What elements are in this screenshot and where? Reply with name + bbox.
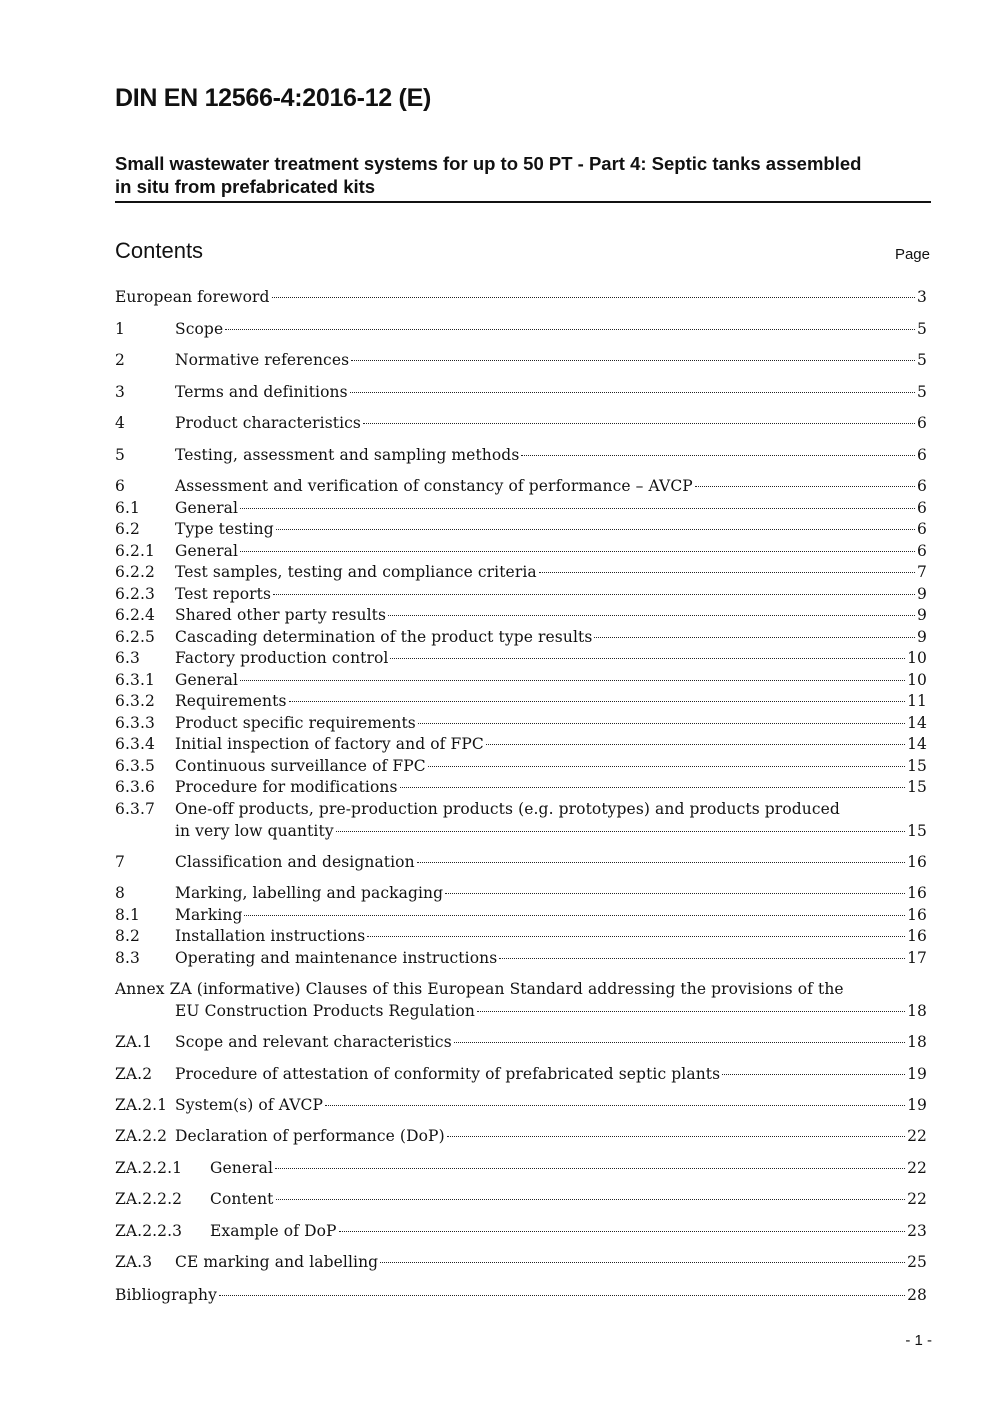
toc-entry-number: 6.2.1 [115,542,155,560]
toc-entry-number: 3 [115,383,125,401]
toc-entry-page: 19 [907,1065,927,1083]
toc-entry-6-3-5[interactable] [115,755,927,777]
toc-entry-page: 9 [917,606,927,624]
toc-entry-title: Installation instructions [175,927,366,945]
toc-entry-za-2-2[interactable] [115,1125,927,1147]
toc-entry-number: 6.3.6 [115,778,155,796]
page-column-label: Page [894,246,930,263]
toc-entry-title: Procedure of attestation of conformity of prefabricated septic plants [175,1065,721,1083]
toc-entry-2[interactable] [115,349,927,371]
toc-entry-page: 11 [907,692,927,710]
toc-entry-8[interactable] [115,882,927,904]
toc-entry-6-3-1[interactable] [115,669,927,691]
toc-entry-title: Scope [175,320,224,338]
toc-entry-6[interactable] [115,475,927,497]
toc-entry-title: One-off products, pre-production products (e.g. prototypes) and products produced [175,800,840,818]
toc-entry-title: Annex ZA (informative) Clauses of this European Standard addressing the provisions of the [115,980,844,998]
toc-entry-title: Normative references [175,351,350,369]
toc-entry-page: 19 [907,1096,927,1114]
toc-entry-6-3[interactable] [115,647,927,669]
toc-entry-page: 15 [907,822,927,840]
toc-entry-number: 6.3.7 [115,800,155,818]
toc-entry-page: 23 [907,1222,927,1240]
toc-entry-title: Factory production control [175,649,389,667]
toc-entry-title: Scope and relevant characteristics [175,1033,452,1051]
subtitle-line-1: Small wastewater treatment systems for up to 50 PT - Part 4: Septic tanks assembled [115,153,862,174]
toc-entry-title: Initial inspection of factory and of FPC [175,735,484,753]
toc-entry-6-2-5[interactable] [115,626,927,648]
toc-entry-6-2-1[interactable] [115,540,927,562]
toc-entry-title: General [175,499,239,517]
toc-entry-page: 9 [917,628,927,646]
toc-entry-number: ZA.1 [115,1033,153,1051]
toc-entry-number: ZA.2.1 [115,1096,168,1114]
toc-entry-8-2[interactable] [115,925,927,947]
toc-entry-page: 3 [917,288,927,306]
toc-entry-page: 10 [907,649,927,667]
subtitle-line-2: in situ from prefabricated kits [115,176,376,197]
toc-entry-page: 15 [907,757,927,775]
toc-entry-6-3-7[interactable] [115,798,927,842]
toc-entry-title: Declaration of performance (DoP) [175,1127,445,1145]
toc-entry-title: European foreword [115,288,270,306]
toc-entry-number: 6.2.3 [115,585,155,603]
toc-entry-title: Type testing [175,520,274,538]
toc-entry-title: Shared other party results [175,606,387,624]
toc-entry-number: 6.3 [115,649,140,667]
toc-entry-number: ZA.2.2.3 [115,1222,183,1240]
toc-entry-number: 7 [115,853,125,871]
toc-entry-6-2-4[interactable] [115,604,927,626]
toc-entry-6-3-3[interactable] [115,712,927,734]
toc-entry-number: 8 [115,884,125,902]
toc-entry-number: ZA.2 [115,1065,153,1083]
toc-entry-1[interactable] [115,318,927,340]
toc-entry-title: Terms and definitions [175,383,348,401]
toc-entry-number: 6.2.2 [115,563,155,581]
toc-entry-number: 6.1 [115,499,140,517]
toc-entry-title: Product specific requirements [175,714,416,732]
toc-entry-page: 22 [907,1127,927,1145]
document-subtitle [115,152,931,203]
toc-entry-page: 15 [907,778,927,796]
toc-entry-page: 6 [917,520,927,538]
toc-entry-6-3-2[interactable] [115,690,927,712]
toc-entry-title: Requirements [175,692,287,710]
toc-entry-title: System(s) of AVCP [175,1096,324,1114]
toc-entry-page: 5 [917,320,927,338]
toc-entry-6-3-4[interactable] [115,733,927,755]
toc-entry-number: 2 [115,351,125,369]
toc-entry-number: ZA.2.2.1 [115,1159,183,1177]
toc-entry-page: 6 [917,499,927,517]
toc-entry-title: Marking, labelling and packaging [175,884,444,902]
toc-entry-title: General [175,542,239,560]
toc-entry-page: 28 [907,1286,927,1304]
toc-entry-5[interactable] [115,444,927,466]
toc-entry-number: ZA.3 [115,1253,153,1271]
toc-entry-7[interactable] [115,851,927,873]
toc-entry-8-1[interactable] [115,904,927,926]
toc-entry-za-2[interactable] [115,1063,927,1085]
toc-entry-number: 8.1 [115,906,140,924]
toc-entry-page: 14 [907,714,927,732]
toc-entry-title: Procedure for modifications [175,778,398,796]
toc-entry-title: Product characteristics [175,414,361,432]
toc-entry-6-2-3[interactable] [115,583,927,605]
toc-entry-number: 8.2 [115,927,140,945]
toc-entry-foreword[interactable] [115,286,927,308]
toc-entry-number: 6.2.5 [115,628,155,646]
toc-entry-title: Assessment and verification of constancy of performance – AVCP [175,477,693,495]
toc-entry-title: General [175,671,239,689]
toc-entry-number: 6.2.4 [115,606,155,624]
toc-entry-annex-za[interactable] [115,978,927,1022]
toc-entry-number: 6.3.1 [115,671,155,689]
toc-entry-number: 4 [115,414,125,432]
toc-entry-page: 7 [917,563,927,581]
toc-entry-number: 6.3.4 [115,735,155,753]
toc-entry-page: 6 [917,542,927,560]
toc-entry-page: 22 [907,1159,927,1177]
toc-entry-page: 18 [907,1002,927,1020]
toc-entry-title: General [210,1159,274,1177]
toc-entry-6-3-6[interactable] [115,776,927,798]
toc-entry-title: Test samples, testing and compliance criteria [175,563,537,581]
toc-entry-page: 25 [907,1253,927,1271]
toc-entry-4[interactable] [115,412,927,434]
toc-entry-number: 5 [115,446,125,464]
toc-entry-title: Content [210,1190,274,1208]
toc-entry-number: ZA.2.2.2 [115,1190,183,1208]
toc-entry-title: Operating and maintenance instructions [175,949,498,967]
toc-entry-title: Classification and designation [175,853,415,871]
standard-id-title: DIN EN 12566-4:2016-12 (E) [115,84,431,112]
toc-entry-page: 17 [907,949,927,967]
toc-entry-bibliography[interactable] [115,1284,927,1306]
toc-entry-page: 6 [917,414,927,432]
toc-entry-title: Test reports [175,585,272,603]
toc-entry-6-1[interactable] [115,497,927,519]
toc-entry-page: 6 [917,446,927,464]
toc-entry-number: 8.3 [115,949,140,967]
toc-entry-title: Testing, assessment and sampling methods [175,446,520,464]
toc-entry-title: Bibliography [115,1286,217,1304]
toc-entry-za-3[interactable] [115,1251,927,1273]
toc-entry-za-2-2-2[interactable] [115,1188,927,1210]
toc-entry-page: 9 [917,585,927,603]
toc-entry-page: 5 [917,351,927,369]
toc-entry-page: 10 [907,671,927,689]
toc-entry-page: 5 [917,383,927,401]
toc-entry-za-2-1[interactable] [115,1094,927,1116]
toc-entry-page: 16 [907,884,927,902]
toc-entry-za-2-2-1[interactable] [115,1157,927,1179]
toc-entry-number: 1 [115,320,125,338]
toc-entry-title: Example of DoP [210,1222,337,1240]
toc-entry-title: Marking [175,906,243,924]
toc-entry-number: 6 [115,477,125,495]
toc-entry-title-continued: EU Construction Products Regulation [175,1002,475,1020]
toc-entry-number: 6.3.5 [115,757,155,775]
toc-entry-8-3[interactable] [115,947,927,969]
footer-page-number: - 1 - [905,1332,932,1349]
contents-heading: Contents [115,238,204,263]
toc-entry-title: Cascading determination of the product type results [175,628,593,646]
toc-entry-page: 16 [907,906,927,924]
toc-entry-number: 6.2 [115,520,140,538]
toc-entry-title: Continuous surveillance of FPC [175,757,426,775]
toc-entry-title: CE marking and labelling [175,1253,379,1271]
toc-entry-number: ZA.2.2 [115,1127,168,1145]
toc-entry-number: 6.3.2 [115,692,155,710]
toc-entry-page: 6 [917,477,927,495]
toc-entry-page: 22 [907,1190,927,1208]
toc-entry-6-2[interactable] [115,518,927,540]
toc-entry-3[interactable] [115,381,927,403]
toc-entry-6-2-2[interactable] [115,561,927,583]
toc-entry-page: 14 [907,735,927,753]
toc-entry-page: 16 [907,853,927,871]
toc-entry-title-continued: in very low quantity [175,822,334,840]
toc-entry-number: 6.3.3 [115,714,155,732]
toc-entry-za-1[interactable] [115,1031,927,1053]
toc-entry-page: 16 [907,927,927,945]
toc-entry-page: 18 [907,1033,927,1051]
toc-entry-za-2-2-3[interactable] [115,1220,927,1242]
